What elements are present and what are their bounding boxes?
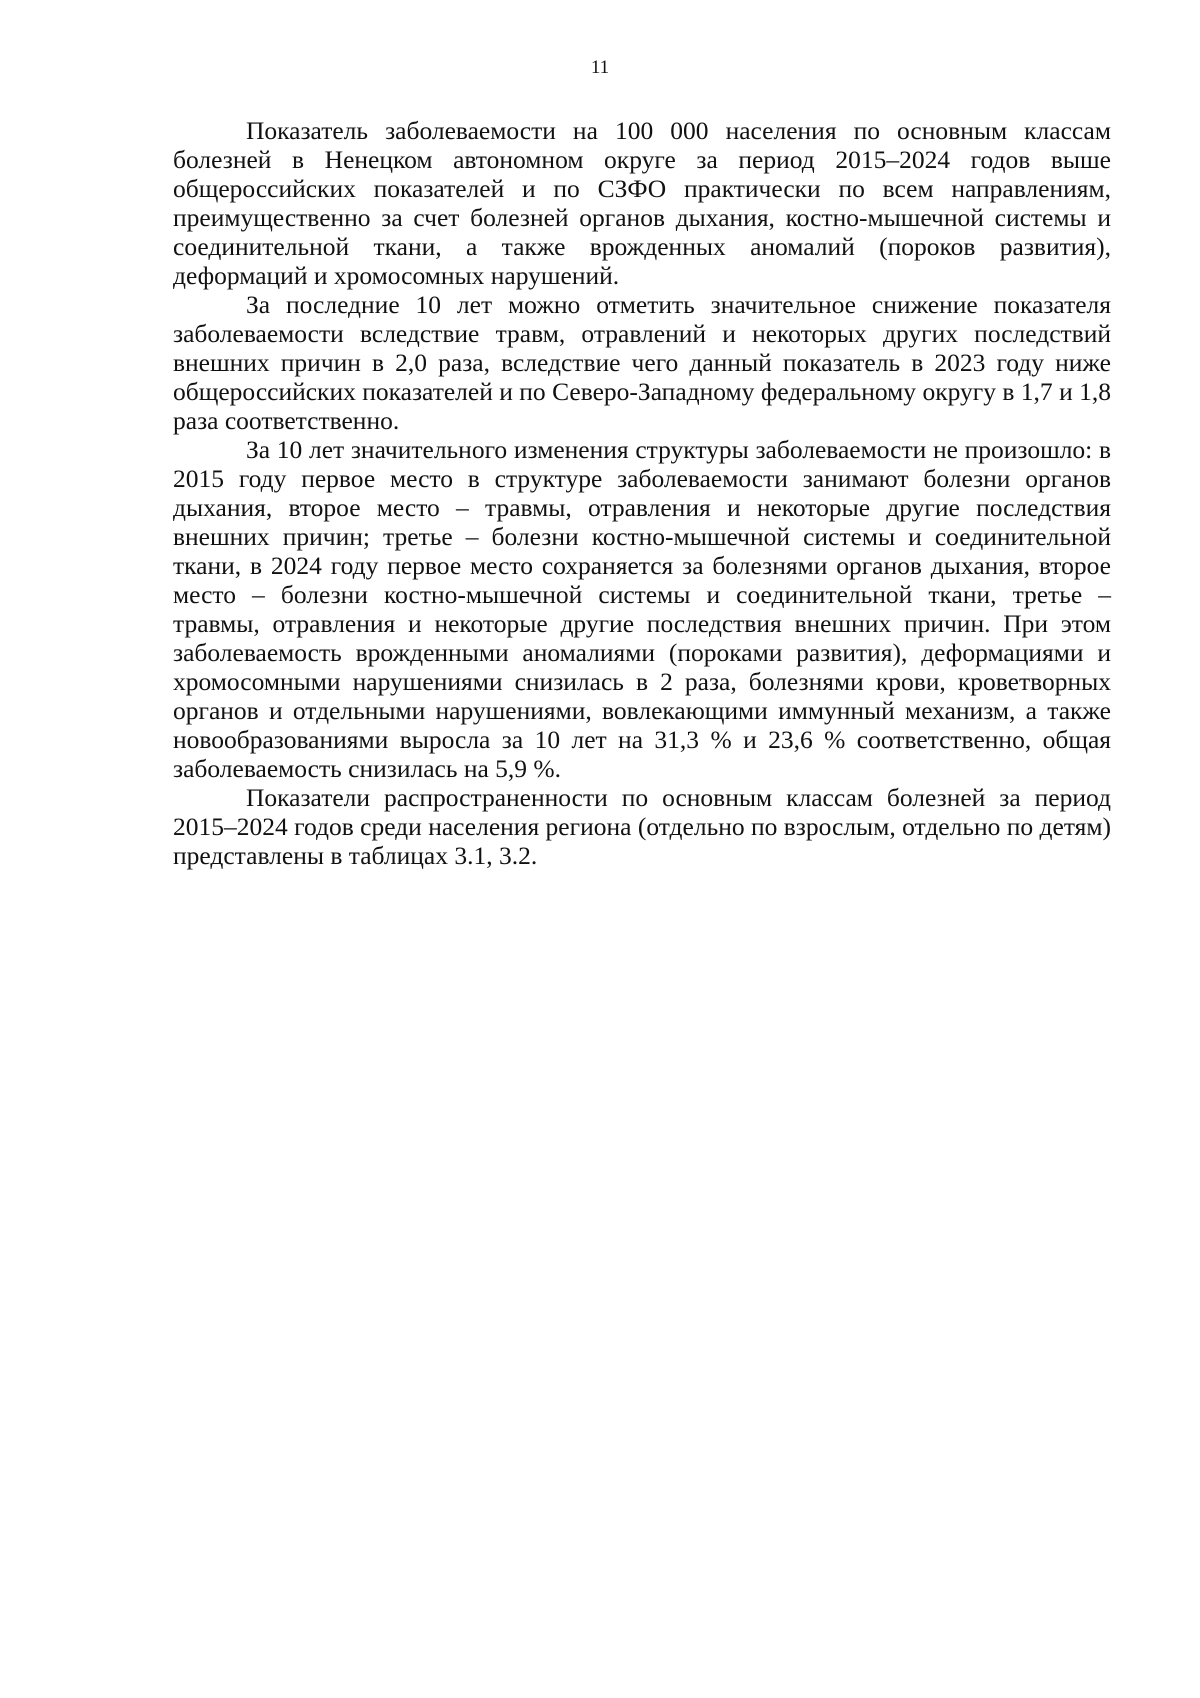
page-number: 11 xyxy=(590,57,610,78)
paragraph-morbidity-structure: За 10 лет значительного изменения структуры заболеваемости не произошло: в 2015 году первое место в структуре заболеваемости занимают болезни органов дыхания, второе место – травмы, отравления и некоторые другие последствия внешних причин; третье – болезни костно-мышечной системы и соединительной ткани, в 2024 году первое место сохраняется за болезнями органов дыхания, второе место – болезни костно-мышечной системы и соединительной ткани, третье – травмы, отравления и некоторые другие последствия внешних причин. При этом заболеваемость врожденными аномалиями (пороками развития), деформациями и хромосомными нарушениями снизилась в 2 раза, болезнями крови, кроветворных органов и отдельными нарушениями, вовлекающими иммунный механизм, а также новообразованиями выросла за 10 лет на 31,3 % и 23,6 % соответственно, общая заболеваемость снизилась на 5,9 %. xyxy=(173,435,1111,783)
paragraph-prevalence-tables: Показатели распространенности по основным классам болезней за период 2015–2024 годов среди населения региона (отдельно по взрослым, отдельно по детям) представлены в таблицах 3.1, 3.2. xyxy=(173,783,1111,870)
body-text xyxy=(173,116,1111,870)
paragraph-injury-decline: За последние 10 лет можно отметить значительное снижение показателя заболеваемости вследствие травм, отравлений и некоторых других последствий внешних причин в 2,0 раза, вследствие чего данный показатель в 2023 году ниже общероссийских показателей и по Северо-Западному федеральному округу в 1,7 и 1,8 раза соответственно. xyxy=(173,290,1111,435)
paragraph-morbidity-rate: Показатель заболеваемости на 100 000 населения по основным классам болезней в Ненецком автономном округе за период 2015–2024 годов выше общероссийских показателей и по СЗФО практически по всем направлениям, преимущественно за счет болезней органов дыхания, костно-мышечной системы и соединительной ткани, а также врожденных аномалий (пороков развития), деформаций и хромосомных нарушений. xyxy=(173,116,1111,290)
